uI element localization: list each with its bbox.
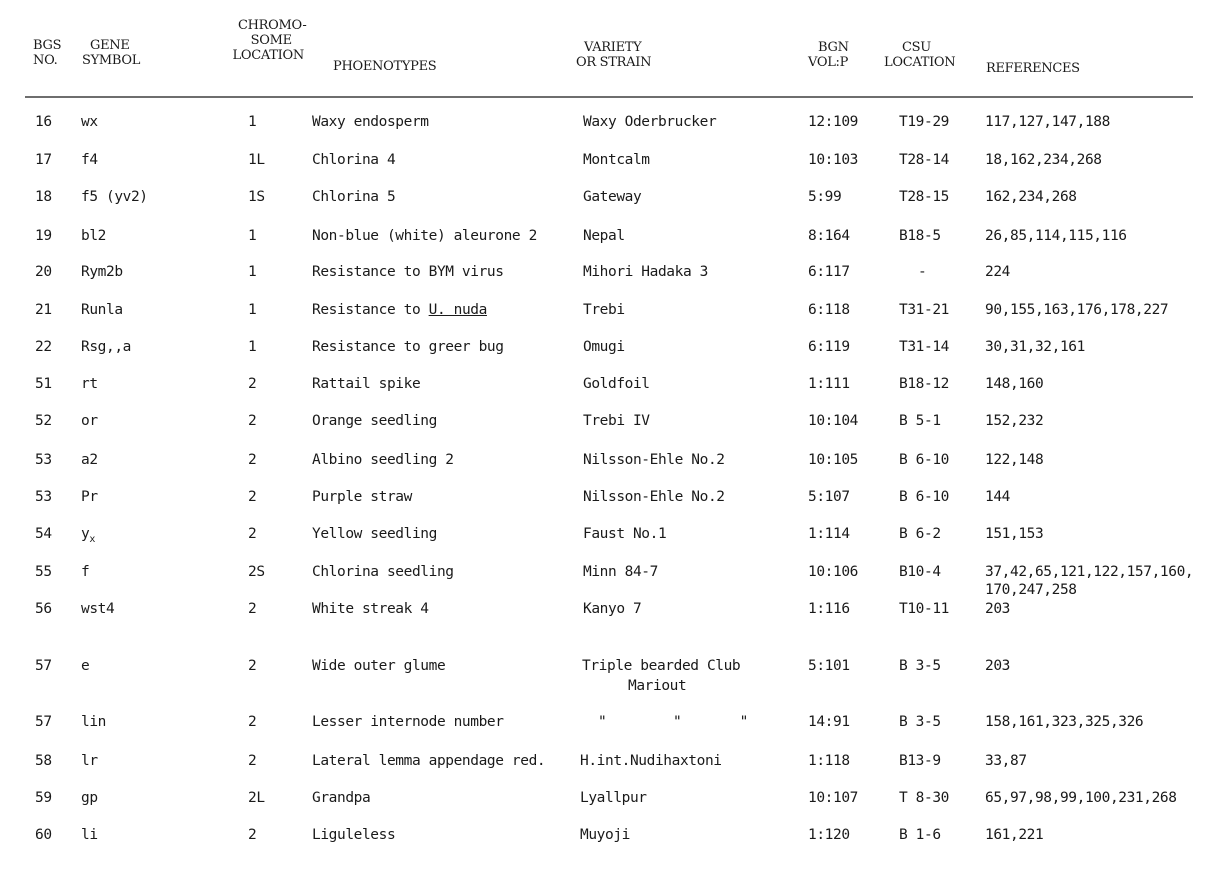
bgs-no: 16 bbox=[35, 114, 52, 130]
csu-location: B10-4 bbox=[899, 564, 941, 580]
chromosome-location: 2 bbox=[248, 376, 257, 392]
variety: Lyallpur bbox=[580, 790, 647, 806]
header-bgn-vol: BGN VOL:P bbox=[808, 40, 849, 70]
references: 224 bbox=[985, 264, 1010, 280]
chromosome-location: 1 bbox=[248, 114, 257, 130]
bgs-no: 57 bbox=[35, 714, 52, 730]
references: 33,87 bbox=[985, 753, 1027, 769]
references: 117,127,147,188 bbox=[985, 114, 1110, 130]
csu-location: B18-12 bbox=[899, 376, 949, 392]
gene-symbol: Runla bbox=[81, 302, 123, 318]
phenotype: Resistance to BYM virus bbox=[312, 264, 504, 280]
table-row bbox=[0, 827, 1229, 847]
chromosome-location: 2 bbox=[248, 526, 257, 542]
table-row bbox=[0, 790, 1229, 810]
table-row bbox=[0, 302, 1229, 322]
bgs-no: 54 bbox=[35, 526, 52, 542]
variety: Montcalm bbox=[583, 152, 650, 168]
phenotype: Albino seedling 2 bbox=[312, 452, 454, 468]
references: 37,42,65,121,122,157,160, bbox=[985, 564, 1194, 580]
phenotype: Resistance to greer bug bbox=[312, 339, 504, 355]
table-row bbox=[0, 714, 1229, 734]
references: 90,155,163,176,178,227 bbox=[985, 302, 1169, 318]
chromosome-location: 2 bbox=[248, 658, 257, 674]
gene-symbol: lin bbox=[81, 714, 106, 730]
bgs-no: 19 bbox=[35, 228, 52, 244]
variety: Nepal bbox=[583, 228, 625, 244]
table-row bbox=[0, 114, 1229, 134]
variety: Trebi IV bbox=[583, 413, 650, 429]
csu-location: T10-11 bbox=[899, 601, 949, 617]
gene-symbol: or bbox=[81, 413, 98, 429]
variety: Kanyo 7 bbox=[583, 601, 642, 617]
table-row bbox=[0, 601, 1229, 621]
references: 122,148 bbox=[985, 452, 1044, 468]
csu-location: T28-14 bbox=[899, 152, 949, 168]
references: 18,162,234,268 bbox=[985, 152, 1102, 168]
variety: Nilsson-Ehle No.2 bbox=[583, 489, 725, 505]
phenotype: Non-blue (white) aleurone 2 bbox=[312, 228, 537, 244]
csu-location: T 8-30 bbox=[899, 790, 949, 806]
table-row bbox=[0, 339, 1229, 359]
variety: Minn 84-7 bbox=[583, 564, 658, 580]
references: 203 bbox=[985, 601, 1010, 617]
references: 152,232 bbox=[985, 413, 1044, 429]
references: 158,161,323,325,326 bbox=[985, 714, 1144, 730]
csu-location: T19-29 bbox=[899, 114, 949, 130]
phenotype: Waxy endosperm bbox=[312, 114, 429, 130]
bgs-no: 58 bbox=[35, 753, 52, 769]
table-row bbox=[0, 152, 1229, 172]
references-continued: 170,247,258 bbox=[985, 582, 1077, 598]
references: 65,97,98,99,100,231,268 bbox=[985, 790, 1177, 806]
chromosome-location: 1 bbox=[248, 228, 257, 244]
references: 203 bbox=[985, 658, 1010, 674]
variety: Goldfoil bbox=[583, 376, 650, 392]
references: 148,160 bbox=[985, 376, 1044, 392]
bgn-vol: 5:101 bbox=[808, 658, 850, 674]
bgn-vol: 10:105 bbox=[808, 452, 858, 468]
chromosome-location: 2 bbox=[248, 452, 257, 468]
table-row bbox=[0, 452, 1229, 472]
header-csu-location: CSU LOCATION bbox=[884, 40, 956, 70]
variety: Faust No.1 bbox=[583, 526, 667, 542]
table-row bbox=[0, 526, 1229, 546]
phenotype: Grandpa bbox=[312, 790, 371, 806]
header-chromosome-location: CHROMO- SOME LOCATION bbox=[232, 18, 307, 63]
bgn-vol: 5:107 bbox=[808, 489, 850, 505]
bgn-vol: 14:91 bbox=[808, 714, 850, 730]
phenotype: Orange seedling bbox=[312, 413, 437, 429]
csu-location: B 5-1 bbox=[899, 413, 941, 429]
csu-location: - bbox=[918, 264, 927, 280]
gene-symbol: f5 (yv2) bbox=[81, 189, 148, 205]
bgn-vol: 1:116 bbox=[808, 601, 850, 617]
species-name: U. nuda bbox=[428, 302, 487, 318]
variety: H.int.Nudihaxtoni bbox=[580, 753, 722, 769]
bgs-no: 57 bbox=[35, 658, 52, 674]
phenotype: Lateral lemma appendage red. bbox=[312, 753, 546, 769]
bgs-no: 20 bbox=[35, 264, 52, 280]
variety: Nilsson-Ehle No.2 bbox=[583, 452, 725, 468]
csu-location: B 6-2 bbox=[899, 526, 941, 542]
bgn-vol: 8:164 bbox=[808, 228, 850, 244]
variety: Omugi bbox=[583, 339, 625, 355]
phenotype: Liguleless bbox=[312, 827, 396, 843]
bgs-no: 21 bbox=[35, 302, 52, 318]
chromosome-location: 2L bbox=[248, 790, 265, 806]
chromosome-location: 2 bbox=[248, 413, 257, 429]
chromosome-location: 1 bbox=[248, 264, 257, 280]
csu-location: B 3-5 bbox=[899, 714, 941, 730]
bgs-no: 55 bbox=[35, 564, 52, 580]
chromosome-location: 2 bbox=[248, 753, 257, 769]
header-phenotypes: PHOENOTYPES bbox=[333, 59, 437, 74]
gene-symbol: $y_x$ bbox=[81, 526, 95, 545]
bgn-vol: 12:109 bbox=[808, 114, 858, 130]
header-bgs-no: BGS NO. bbox=[33, 38, 62, 68]
bgs-no: 60 bbox=[35, 827, 52, 843]
references: 26,85,114,115,116 bbox=[985, 228, 1127, 244]
phenotype: Resistance to U. nuda bbox=[312, 302, 487, 318]
bgn-vol: 6:119 bbox=[808, 339, 850, 355]
variety: Muyoji bbox=[580, 827, 630, 843]
phenotype: Rattail spike bbox=[312, 376, 421, 392]
chromosome-location: 1L bbox=[248, 152, 265, 168]
bgs-no: 52 bbox=[35, 413, 52, 429]
csu-location: B18-5 bbox=[899, 228, 941, 244]
table-row bbox=[0, 658, 1229, 698]
bgn-vol: 10:104 bbox=[808, 413, 858, 429]
gene-symbol: a2 bbox=[81, 452, 98, 468]
phenotype: Purple straw bbox=[312, 489, 412, 505]
bgn-vol: 5:99 bbox=[808, 189, 842, 205]
chromosome-location: 1 bbox=[248, 339, 257, 355]
gene-symbol: lr bbox=[81, 753, 98, 769]
bgs-no: 17 bbox=[35, 152, 52, 168]
table-row bbox=[0, 413, 1229, 433]
gene-symbol: li bbox=[81, 827, 98, 843]
references: 162,234,268 bbox=[985, 189, 1077, 205]
variety: Gateway bbox=[583, 189, 642, 205]
csu-location: B 3-5 bbox=[899, 658, 941, 674]
gene-symbol: f4 bbox=[81, 152, 98, 168]
gene-symbol: bl2 bbox=[81, 228, 106, 244]
phenotype: Chlorina 5 bbox=[312, 189, 396, 205]
references: 161,221 bbox=[985, 827, 1044, 843]
table-row bbox=[0, 228, 1229, 248]
csu-location: B 6-10 bbox=[899, 452, 949, 468]
gene-symbol: Pr bbox=[81, 489, 98, 505]
chromosome-location: 1S bbox=[248, 189, 265, 205]
variety-continued: Mariout bbox=[628, 678, 687, 694]
csu-location: T31-21 bbox=[899, 302, 949, 318]
table-row bbox=[0, 564, 1229, 604]
header-references: REFERENCES bbox=[986, 61, 1080, 76]
bgs-no: 59 bbox=[35, 790, 52, 806]
gene-symbol: wst4 bbox=[81, 601, 115, 617]
bgn-vol: 10:106 bbox=[808, 564, 858, 580]
phenotype: Lesser internode number bbox=[312, 714, 504, 730]
references: 144 bbox=[985, 489, 1010, 505]
header-gene-symbol: GENE SYMBOL bbox=[82, 38, 141, 68]
chromosome-location: 2 bbox=[248, 489, 257, 505]
phenotype: Wide outer glume bbox=[312, 658, 446, 674]
gene-symbol: e bbox=[81, 658, 90, 674]
references: 151,153 bbox=[985, 526, 1044, 542]
gene-symbol: rt bbox=[81, 376, 98, 392]
variety: Waxy Oderbrucker bbox=[583, 114, 717, 130]
phenotype: Chlorina 4 bbox=[312, 152, 396, 168]
csu-location: B13-9 bbox=[899, 753, 941, 769]
bgn-vol: 1:111 bbox=[808, 376, 850, 392]
chromosome-location: 2 bbox=[248, 714, 257, 730]
bgn-vol: 1:120 bbox=[808, 827, 850, 843]
csu-location: T28-15 bbox=[899, 189, 949, 205]
phenotype: Chlorina seedling bbox=[312, 564, 454, 580]
phenotype: White streak 4 bbox=[312, 601, 429, 617]
csu-location: B 6-10 bbox=[899, 489, 949, 505]
bgs-no: 22 bbox=[35, 339, 52, 355]
chromosome-location: 2 bbox=[248, 827, 257, 843]
bgn-vol: 10:107 bbox=[808, 790, 858, 806]
header-divider bbox=[25, 96, 1193, 98]
gene-symbol: gp bbox=[81, 790, 98, 806]
variety: Triple bearded Club bbox=[582, 658, 741, 674]
gene-symbol: Rym2b bbox=[81, 264, 123, 280]
bgn-vol: 1:118 bbox=[808, 753, 850, 769]
bgs-no: 53 bbox=[35, 489, 52, 505]
table-row bbox=[0, 376, 1229, 396]
bgn-vol: 6:117 bbox=[808, 264, 850, 280]
gene-symbol: wx bbox=[81, 114, 98, 130]
variety: Trebi bbox=[583, 302, 625, 318]
chromosome-location: 2 bbox=[248, 601, 257, 617]
table-row bbox=[0, 753, 1229, 773]
phenotype: Yellow seedling bbox=[312, 526, 437, 542]
chromosome-location: 2S bbox=[248, 564, 265, 580]
bgn-vol: 1:114 bbox=[808, 526, 850, 542]
variety-ditto: " " " bbox=[598, 714, 748, 730]
bgn-vol: 10:103 bbox=[808, 152, 858, 168]
chromosome-location: 1 bbox=[248, 302, 257, 318]
bgs-no: 56 bbox=[35, 601, 52, 617]
bgn-vol: 6:118 bbox=[808, 302, 850, 318]
csu-location: T31-14 bbox=[899, 339, 949, 355]
bgs-no: 53 bbox=[35, 452, 52, 468]
gene-symbol: Rsg,,a bbox=[81, 339, 131, 355]
bgs-no: 51 bbox=[35, 376, 52, 392]
references: 30,31,32,161 bbox=[985, 339, 1085, 355]
table-row bbox=[0, 264, 1229, 284]
gene-symbol: f bbox=[81, 564, 90, 580]
table-row bbox=[0, 189, 1229, 209]
variety: Mihori Hadaka 3 bbox=[583, 264, 708, 280]
table-row bbox=[0, 489, 1229, 509]
csu-location: B 1-6 bbox=[899, 827, 941, 843]
bgs-no: 18 bbox=[35, 189, 52, 205]
header-variety: VARIETY OR STRAIN bbox=[576, 40, 652, 70]
